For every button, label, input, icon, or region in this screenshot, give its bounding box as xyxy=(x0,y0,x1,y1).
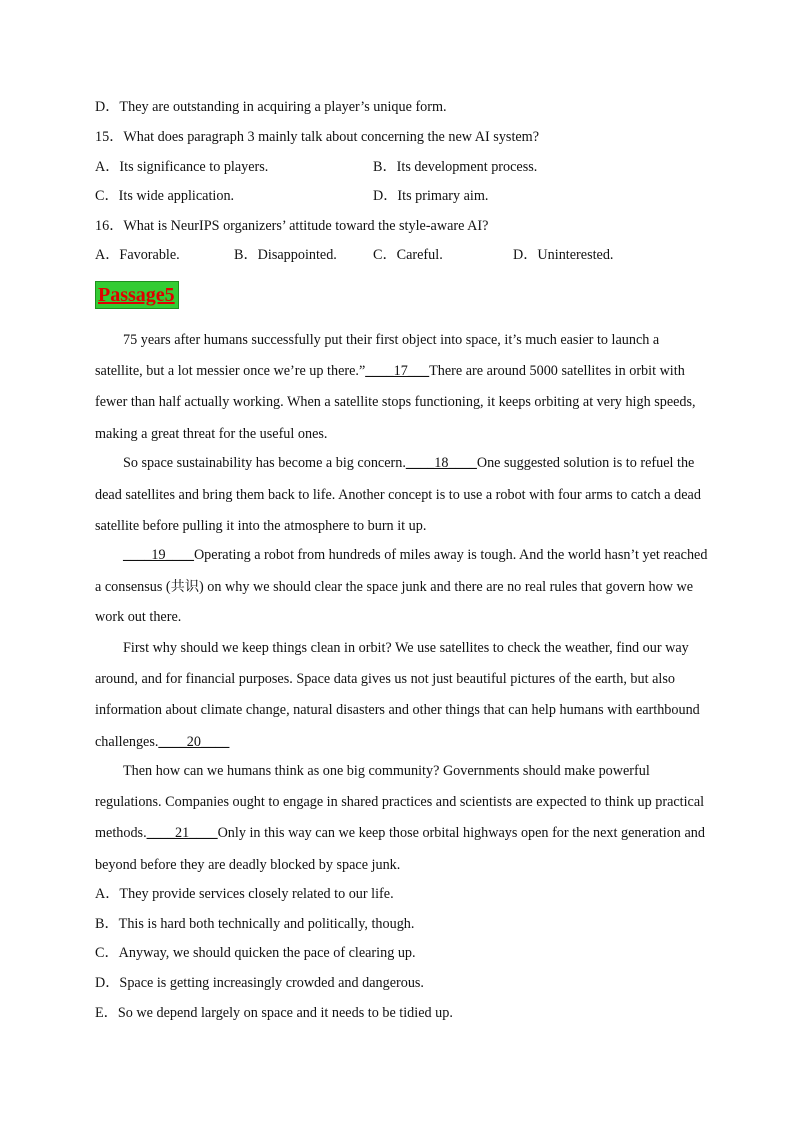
p4-line-4 xyxy=(95,733,229,751)
option-d: D．Space is getting increasingly crowded and dangerous. xyxy=(95,975,424,991)
option-b: B．This is hard both technically and politically, though. xyxy=(95,916,415,932)
p5-line-4: beyond before they are deadly blocked by space junk. xyxy=(95,857,401,873)
p1-line-2 xyxy=(95,362,685,380)
q15-option-a: A．Its significance to players. xyxy=(95,159,269,175)
q15-question: 15．What does paragraph 3 mainly talk about concerning the new AI system? xyxy=(95,129,540,145)
passage-title-badge xyxy=(95,281,179,309)
p4-line-1: First why should we keep things clean in orbit? We use satellites to check the weather, find our way xyxy=(123,640,689,656)
p5-line-1: Then how can we humans think as one big community? Governments should make powerful xyxy=(123,763,650,779)
p3-line-2: a consensus (共识) on why we should clear the space junk and there are no real rules that govern how we xyxy=(95,579,694,595)
p3-line-1-post: Operating a robot from hundreds of miles away is tough. And the world hasn’t yet reached xyxy=(193,547,708,563)
passage-title: Passage5 xyxy=(98,284,175,306)
blank-18[interactable]: ____18____ xyxy=(405,455,477,471)
p2-line-2: dead satellites and bring them back to life. Another concept is to use a robot with four arms to catch a dead xyxy=(95,487,701,503)
p4-line-4-pre: challenges. xyxy=(95,734,159,750)
blank-17[interactable]: ____17___ xyxy=(365,363,430,379)
p5-line-3 xyxy=(95,824,705,842)
p5-line-2: regulations. Companies ought to engage in shared practices and scientists are expected to think up practical xyxy=(95,794,705,810)
blank-19[interactable]: ____19____ xyxy=(123,547,194,563)
p4-line-2: around, and for financial purposes. Space data gives us not just beautiful pictures of the earth, but also xyxy=(95,671,675,687)
p2-line-1 xyxy=(123,454,694,472)
p1-line-2-pre: satellite, but a lot messier once we’re up there.” xyxy=(95,363,366,379)
p1-line-1: 75 years after humans successfully put their first object into space, it’s much easier to launch a xyxy=(123,332,660,348)
p2-line-3: satellite before pulling it into the atmosphere to burn it up. xyxy=(95,518,427,534)
p2-line-1-post: One suggested solution is to refuel the xyxy=(476,455,695,471)
p1-line-2-post: There are around 5000 satellites in orbit with xyxy=(429,363,685,379)
p5-line-3-post: Only in this way can we keep those orbital highways open for the next generation and xyxy=(217,825,705,841)
option-e: E．So we depend largely on space and it needs to be tidied up. xyxy=(95,1005,453,1021)
p5-line-3-pre: methods. xyxy=(95,825,147,841)
p4-line-3: information about climate change, natural disasters and other things that can help humans with earthbound xyxy=(95,702,700,718)
q14-option-d: D．They are outstanding in acquiring a player’s unique form. xyxy=(95,99,447,115)
p3-line-1 xyxy=(123,546,707,564)
blank-20[interactable]: ____20____ xyxy=(158,734,230,750)
q15-option-b: B．Its development process. xyxy=(373,159,538,175)
blank-21[interactable]: ____21____ xyxy=(146,825,218,841)
option-c: C．Anyway, we should quicken the pace of clearing up. xyxy=(95,945,416,961)
q16-option-a: A．Favorable. xyxy=(95,247,180,263)
q16-option-d: D．Uninterested. xyxy=(513,247,614,263)
q16-option-c: C．Careful. xyxy=(373,247,443,263)
q15-option-c: C．Its wide application. xyxy=(95,188,235,204)
q15-option-d: D．Its primary aim. xyxy=(373,188,489,204)
p1-line-3: fewer than half actually working. When a satellite stops functioning, it keeps orbiting at very high speeds, xyxy=(95,394,696,410)
option-a: A．They provide services closely related to our life. xyxy=(95,886,394,902)
p2-line-1-pre: So space sustainability has become a big concern. xyxy=(123,455,406,471)
q16-question: 16．What is NeurIPS organizers’ attitude toward the style-aware AI? xyxy=(95,218,489,234)
p3-line-3: work out there. xyxy=(95,609,182,625)
p1-line-4: making a great threat for the useful ones. xyxy=(95,426,328,442)
q16-option-b: B．Disappointed. xyxy=(234,247,337,263)
